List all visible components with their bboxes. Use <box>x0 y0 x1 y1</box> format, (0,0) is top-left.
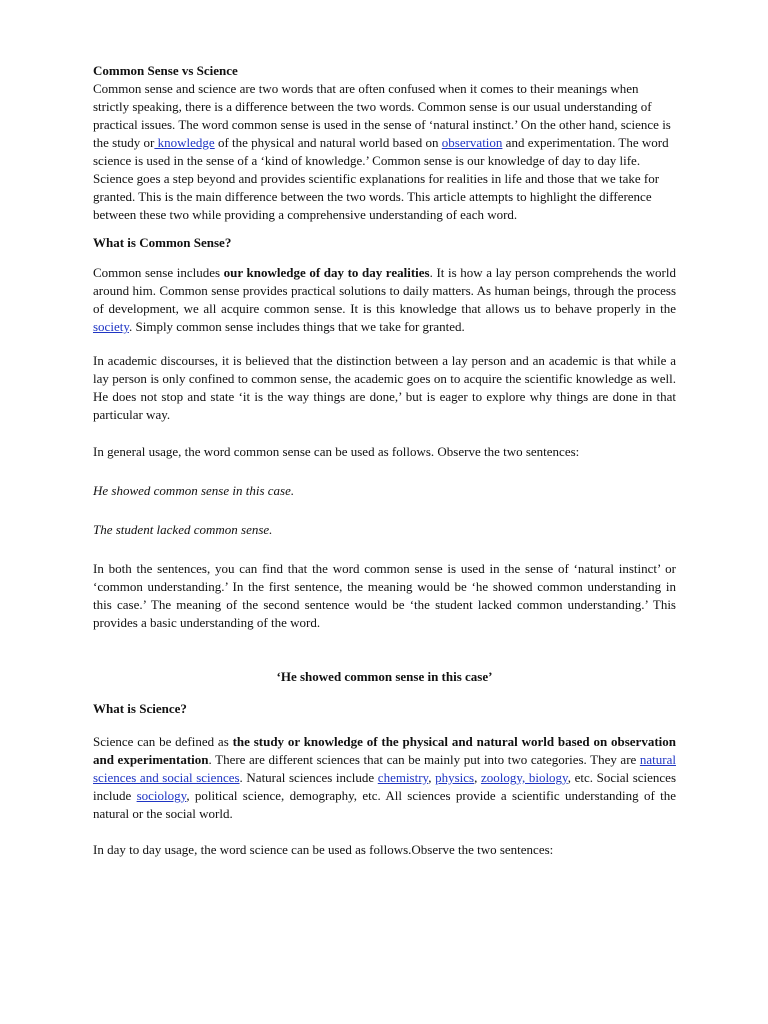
link-sociology[interactable]: sociology <box>136 788 187 803</box>
paragraph-text: , <box>428 770 436 785</box>
heading-science: What is Science? <box>93 701 187 716</box>
intro-text: Common sense and science are two words that are often confused when it comes to their meanings when strictly speaking, there is a difference between the two words. Common sense is our usual understanding of practical issues. The word common sense is used in the sense of ‘natural instinct.’ On the other hand, science is the study or <box>93 81 671 150</box>
center-quote: ‘He showed common sense in this case’ <box>276 669 493 684</box>
paragraph-text: Science can be defined as <box>93 734 233 749</box>
science-paragraph-1 <box>93 733 676 823</box>
common-sense-paragraph-4: In both the sentences, you can find that the word common sense is used in the sense of ‘natural instinct’ or ‘common understanding.’ In the first sentence, the meaning would be ‘he showed common understanding in this case.’ The meaning of the second sentence would be ‘the student lacked common understanding.’ This provides a basic understanding of the word. <box>93 561 676 630</box>
heading-common-sense: What is Common Sense? <box>93 235 232 250</box>
common-sense-paragraph-2: In academic discourses, it is believed that the distinction between a lay person and an academic is that while a lay person is only confined to common sense, the academic goes on to acquire the scientific knowledge as well. He does not stop and state ‘it is the way things are done,’ but is eager to explore why things are done in that particular way. <box>93 353 676 422</box>
common-sense-paragraph-3: In general usage, the word common sense can be used as follows. Observe the two sentences: <box>93 444 580 459</box>
document-body <box>93 62 676 859</box>
paragraph-text: . It is how a lay person comprehends the world around him. Common sense provides practical solutions to daily matters. As human beings, through the process of development, we all acquire common sense. It is this knowledge that allows us to behave properly in the <box>93 265 676 316</box>
paragraph-text: . Simply common sense includes things that we take for granted. <box>128 319 465 334</box>
intro-text: of the physical and natural world based on <box>214 135 442 150</box>
link-physics[interactable]: physics <box>435 770 475 785</box>
paragraph-text: , etc. Social sciences include <box>93 770 676 803</box>
bold-definition: the study or knowledge of the physical and natural world based on observation and experimentation <box>93 734 677 767</box>
document-title: Common Sense vs Science <box>93 63 238 78</box>
link-zoology-biology[interactable]: zoology, biology <box>480 770 568 785</box>
paragraph-text: Common sense includes <box>93 265 224 280</box>
science-paragraph-2: In day to day usage, the word science can be used as follows.Observe the two sentences: <box>93 842 554 857</box>
example-sentence-1: He showed common sense in this case. <box>93 483 295 498</box>
link-natural-social-sciences[interactable]: natural sciences and social sciences <box>93 752 676 785</box>
bold-definition: our knowledge of day to day realities <box>223 265 430 280</box>
intro-text: and experimentation. The word science is used in the sense of a ‘kind of knowledge.’ Common sense is our knowledge of day to day life. Science goes a step beyond and provides scientific explanations for realities in life and those that we take for granted. This is the main difference between the two words. This article attempts to highlight the difference between these two while providing a comprehensive understanding of each word. <box>93 135 669 222</box>
link-chemistry[interactable]: chemistry <box>377 770 429 785</box>
link-knowledge[interactable]: knowledge <box>154 135 215 150</box>
paragraph-text: , <box>474 770 481 785</box>
example-sentence-2: The student lacked common sense. <box>93 522 273 537</box>
paragraph-text: . Natural sciences include <box>239 770 378 785</box>
link-society[interactable]: society <box>93 319 129 334</box>
link-observation[interactable]: observation <box>441 135 503 150</box>
paragraph-text: , political science, demography, etc. All sciences provide a scientific understanding of the natural or the social world. <box>93 788 676 821</box>
paragraph-text: . There are different sciences that can be mainly put into two categories. They are <box>208 752 640 767</box>
common-sense-paragraph-1 <box>93 264 676 336</box>
intro-paragraph <box>93 80 676 224</box>
